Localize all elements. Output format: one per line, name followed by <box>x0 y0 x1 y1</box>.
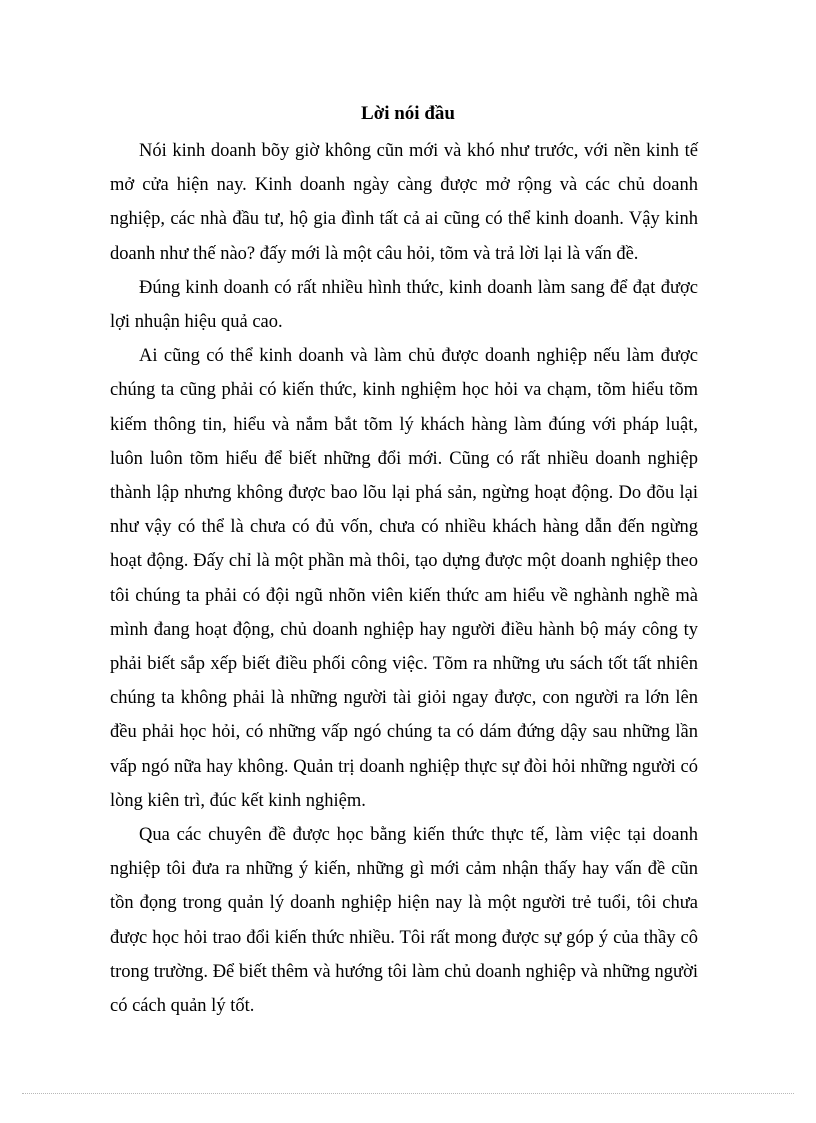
paragraph-1: Nói kinh doanh bõy giờ không cũn mới và khó như trước, với nền kinh tế mở cửa hiện nay. Kinh doanh ngày càng được mở rộng và các chủ doanh nghiệp, các nhà đầu tư, hộ gia đình tất cả ai cũng có thể kinh doanh. Vậy kinh doanh như thế nào? đấy mới là một câu hỏi, tõm và trả lời lại là vấn đề. <box>110 141 698 264</box>
page-title: Lời nói đầu <box>361 103 455 124</box>
document-body <box>110 134 698 1023</box>
paragraph-4: Qua các chuyên đề được học bằng kiến thức thực tế, làm việc tại doanh nghiệp tôi đưa ra những ý kiến, những gì mới cảm nhận thấy hay vấn đề cũn tồn đọng trong quản lý doanh nghiệp hiện nay là một người trẻ tuổi, tôi chưa được học hỏi trao đổi kiến thức nhiều. Tôi rất mong được sự góp ý của thầy cô trong trường. Để biết thêm và hướng tôi làm chủ doanh nghiệp và những người có cách quản lý tốt. <box>110 825 698 1017</box>
footer-divider <box>22 1093 794 1094</box>
paragraph-2: Đúng kinh doanh có rất nhiều hình thức, kinh doanh làm sang để đạt được lợi nhuận hiệu quả cao. <box>110 277 698 333</box>
paragraph-3: Ai cũng có thể kinh doanh và làm chủ được doanh nghiệp nếu làm được chúng ta cũng phải có kiến thức, kinh nghiệm học hỏi va chạm, tõm hiểu tõm kiếm thông tin, hiểu và nắm bắt tõm lý khách hàng làm đúng với pháp luật, luôn luôn tõm hiểu để biết những đổi mới. Cũng có rất nhiều doanh nghiệp thành lập nhưng không được bao lõu lại phá sản, ngừng hoạt động. Do đõu lại như vậy có thể là chưa có đủ vốn, chưa có nhiều khách hàng dẫn đến ngừng hoạt động. Đấy chỉ là một phần mà thôi, tạo dựng được một doanh nghiệp theo tôi chúng ta phải có đội ngũ nhõn viên kiến thức am hiểu về nghành nghề mà mình đang hoạt động, chủ doanh nghiệp hay người điều hành bộ máy công ty phải biết sắp xếp biết điều phối công việc. Tõm ra những ưu sách tốt tất nhiên chúng ta không phải là những người tài giỏi ngay được, con người ra lớn lên đều phải học hỏi, có những vấp ngó chúng ta có dám đứng dậy sau những lần vấp ngó nữa hay không. Quản trị doanh nghiệp thực sự đòi hỏi những người có lòng kiên trì, đúc kết kinh nghiệm. <box>110 346 698 811</box>
